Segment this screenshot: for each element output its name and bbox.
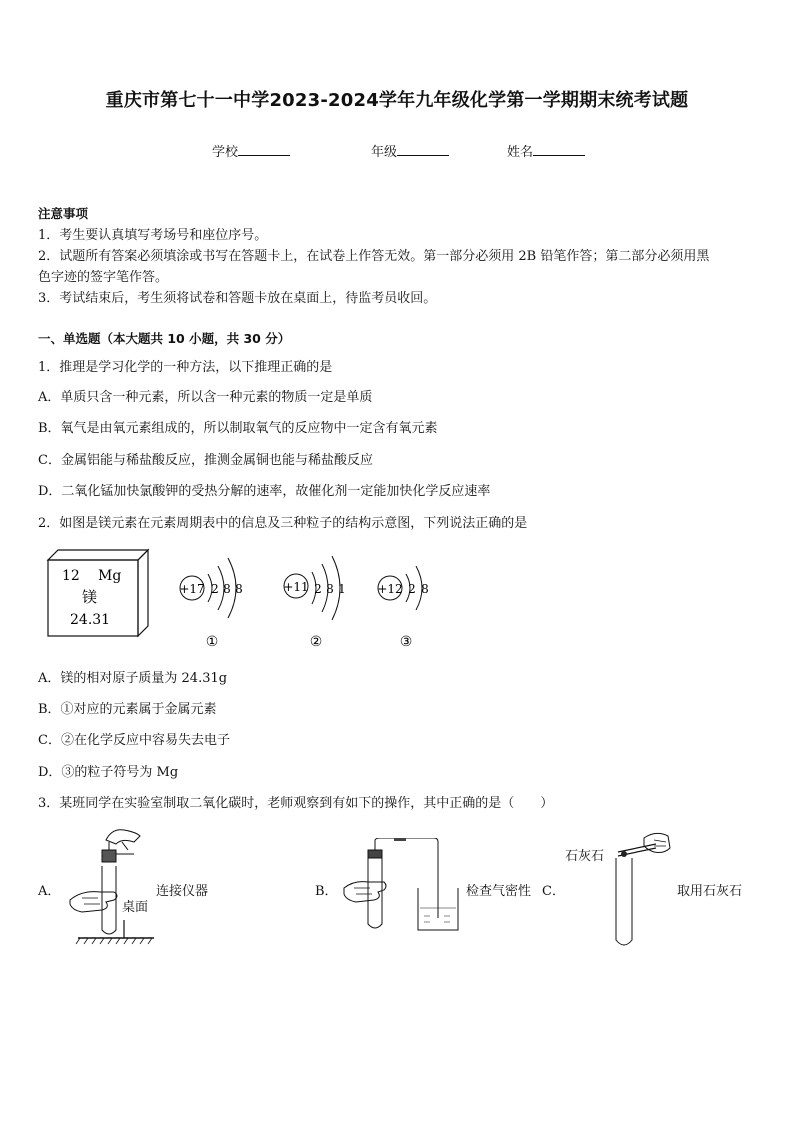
question-1-option-c[interactable]: C．金属铝能与稀盐酸反应，推测金属铜也能与稀盐酸反应 xyxy=(38,453,373,468)
question-1-option-d[interactable]: D．二氧化锰加快氯酸钾的受热分解的速率，故催化剂一定能加快化学反应速率 xyxy=(38,484,491,499)
notice-heading: 注意事项 xyxy=(38,206,89,221)
particle-1-shell-1: 2 xyxy=(211,582,219,596)
particle-3-nucleus: +12 xyxy=(377,582,403,596)
question-1-option-b[interactable]: B．氧气是由氧元素组成的，所以制取氧气的反应物中一定含有氧元素 xyxy=(38,421,438,436)
section-heading: 一、单选题（本大题共 10 小题，共 30 分） xyxy=(38,331,291,346)
notice-item-3: 3．考试结束后，考生须将试卷和答题卡放在桌面上，待监考员收回。 xyxy=(38,291,437,306)
name-blank[interactable] xyxy=(533,143,585,156)
particle-1-nucleus: +17 xyxy=(179,582,205,596)
cell-atomic-mass: 24.31 xyxy=(70,612,111,628)
cell-symbol: Mg xyxy=(98,568,122,584)
question-2-option-b[interactable]: B．①对应的元素属于金属元素 xyxy=(38,702,217,717)
cell-element-name: 镁 xyxy=(82,588,98,606)
name-label: 姓名 xyxy=(507,145,534,160)
particle-2-shell-2: 8 xyxy=(326,582,334,596)
notice-item-2: 2．试题所有答案必须填涂或书写在答题卡上，在试卷上作答无效。第一部分必须用 2B 铅笔作答；第二部分必须用黑 xyxy=(38,249,710,264)
cell-atomic-number: 12 xyxy=(62,568,80,584)
notice-item-2-cont: 色字迹的签字笔作答。 xyxy=(38,270,169,285)
school-label: 学校 xyxy=(212,145,239,160)
particle-2-shell-3: 1 xyxy=(338,582,346,596)
question-3-stem: 3．某班同学在实验室制取二氧化碳时，老师观察到有如下的操作，其中正确的是（ ） xyxy=(38,796,554,811)
grade-label: 年级 xyxy=(371,145,398,160)
question-3-option-b-letter[interactable]: B． xyxy=(315,884,338,899)
particle-1-shell-2: 8 xyxy=(223,582,231,596)
question-1-stem: 1．推理是学习化学的一种方法，以下推理正确的是 xyxy=(38,360,333,375)
particle-3-label: ③ xyxy=(399,634,413,650)
particle-3-shell-1: 2 xyxy=(408,582,416,596)
take-limestone-figure xyxy=(604,830,676,954)
question-3-option-c-letter[interactable]: C． xyxy=(542,884,565,899)
particle-1-shell-3: 8 xyxy=(235,582,243,596)
school-blank[interactable] xyxy=(238,143,290,156)
question-2-option-c[interactable]: C．②在化学反应中容易失去电子 xyxy=(38,733,230,748)
particle-2-shell-1: 2 xyxy=(314,582,322,596)
school-field xyxy=(212,141,290,160)
airtightness-check-figure xyxy=(338,838,464,938)
particle-diagram-1 xyxy=(170,548,270,652)
question-2-option-a[interactable]: A．镁的相对原子质量为 24.31g xyxy=(38,671,228,686)
table-label: 桌面 xyxy=(122,900,149,915)
question-2-stem: 2．如图是镁元素在元素周期表中的信息及三种粒子的结构示意图，下列说法正确的是 xyxy=(38,516,528,531)
periodic-cell-figure xyxy=(44,548,154,640)
page-title: 重庆市第七十一中学2023-2024学年九年级化学第一学期期末统考试题 xyxy=(105,90,689,111)
question-2-option-d[interactable]: D．③的粒子符号为 Mg xyxy=(38,765,179,780)
limestone-label: 石灰石 xyxy=(565,849,605,864)
particle-3-shell-2: 8 xyxy=(421,582,429,596)
particle-1-label: ① xyxy=(205,634,219,650)
particle-diagram-2 xyxy=(274,548,374,652)
grade-blank[interactable] xyxy=(397,143,449,156)
question-1-option-a[interactable]: A．单质只含一种元素，所以含一种元素的物质一定是单质 xyxy=(38,390,373,405)
question-3-option-a-caption: 连接仪器 xyxy=(156,884,209,899)
connect-apparatus-figure xyxy=(62,820,158,950)
name-field xyxy=(507,141,585,160)
question-3-option-a-letter[interactable]: A． xyxy=(38,884,61,899)
grade-field xyxy=(371,141,449,160)
notice-item-1: 1．考生要认真填写考场号和座位序号。 xyxy=(38,228,268,243)
question-3-option-b-caption: 检查气密性 xyxy=(466,884,532,899)
particle-2-label: ② xyxy=(309,634,323,650)
question-3-option-c-caption: 取用石灰石 xyxy=(677,884,743,899)
particle-diagram-3 xyxy=(368,548,458,652)
particle-2-nucleus: +11 xyxy=(283,580,309,594)
